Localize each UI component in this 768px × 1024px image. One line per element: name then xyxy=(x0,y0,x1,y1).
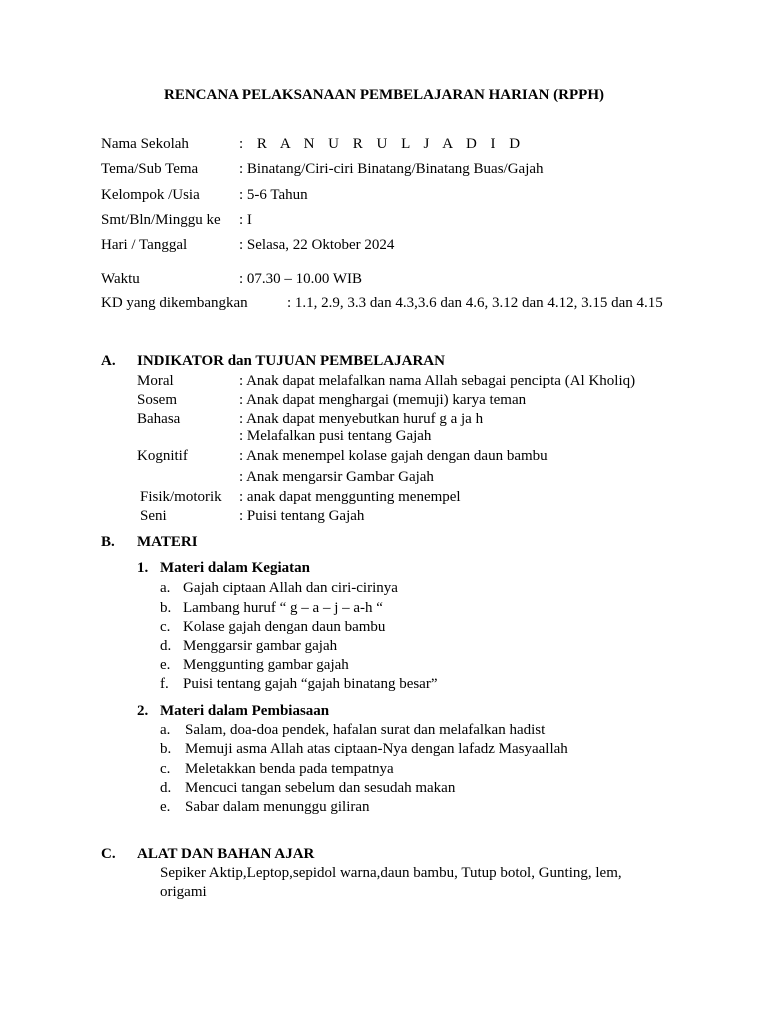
sub1-item-letter: d. xyxy=(160,638,172,654)
indicator-label-moral: Moral xyxy=(137,373,174,389)
section-c-letter: C. xyxy=(101,846,116,862)
sub1-item-text: Gajah ciptaan Allah dan ciri-cirinya xyxy=(183,580,398,596)
section-c-text-line-1: Sepiker Aktip,Leptop,sepidol warna,daun bambu, Tutup botol, Gunting, lem, xyxy=(160,865,622,881)
indicator-label-bahasa: Bahasa xyxy=(137,411,181,427)
indicator-value-kognitif-1: : Anak menempel kolase gajah dengan daun bambu xyxy=(239,448,548,464)
section-c-heading: ALAT DAN BAHAN AJAR xyxy=(137,846,315,862)
section-b-letter: B. xyxy=(101,534,115,550)
sub2-item-letter: b. xyxy=(160,741,172,757)
document-title: RENCANA PELAKSANAAN PEMBELAJARAN HARIAN (RPPH) xyxy=(163,87,604,103)
identity-value-theme: : Binatang/Ciri-ciri Binatang/Binatang Buas/Gajah xyxy=(239,161,544,177)
sub1-heading: Materi dalam Kegiatan xyxy=(160,560,310,576)
sub2-item-text: Memuji asma Allah atas ciptaan-Nya dengan lafadz Masyaallah xyxy=(185,741,568,757)
sub2-item-letter: a. xyxy=(160,722,171,738)
sub2-item-letter: c. xyxy=(160,761,171,777)
indicator-label-fisik: Fisik/motorik xyxy=(140,489,222,505)
section-a-letter: A. xyxy=(101,353,116,369)
sub1-item-text: Menggunting gambar gajah xyxy=(183,657,349,673)
sub1-item-text: Puisi tentang gajah “gajah binatang besar” xyxy=(183,676,438,692)
sub1-item-text: Kolase gajah dengan daun bambu xyxy=(183,619,386,635)
identity-label-theme: Tema/Sub Tema xyxy=(101,161,199,177)
identity-value-semester: : I xyxy=(239,212,252,228)
identity-label-semester: Smt/Bln/Minggu ke xyxy=(101,212,221,228)
sub2-item-text: Sabar dalam menunggu giliran xyxy=(185,799,370,815)
sub2-heading: Materi dalam Pembiasaan xyxy=(160,703,330,719)
identity-value-kd: : 1.1, 2.9, 3.3 dan 4.3,3.6 dan 4.6, 3.12 dan 4.12, 3.15 dan 4.15 xyxy=(287,295,663,311)
identity-label-date: Hari / Tanggal xyxy=(101,237,188,253)
sub1-item-letter: e. xyxy=(160,657,171,673)
identity-value-date: : Selasa, 22 Oktober 2024 xyxy=(239,237,395,253)
sub2-item-text: Meletakkan benda pada tempatnya xyxy=(185,761,394,777)
indicator-value-seni: : Puisi tentang Gajah xyxy=(239,508,365,524)
sub1-item-letter: c. xyxy=(160,619,171,635)
sub2-item-letter: e. xyxy=(160,799,171,815)
sub2-item-letter: d. xyxy=(160,780,172,796)
sub2-item-text: Salam, doa-doa pendek, hafalan surat dan melafalkan hadist xyxy=(185,722,546,738)
indicator-value-sosem: : Anak dapat menghargai (memuji) karya teman xyxy=(239,392,527,408)
sub1-item-letter: f. xyxy=(160,676,169,692)
sub1-number: 1. xyxy=(137,560,149,576)
indicator-label-seni: Seni xyxy=(140,508,167,524)
section-c-text-line-2: origami xyxy=(160,884,207,900)
sub1-item-text: Menggarsir gambar gajah xyxy=(183,638,338,654)
identity-label-group: Kelompok /Usia xyxy=(101,187,200,203)
indicator-value-bahasa-1: : Anak dapat menyebutkan huruf g a ja h xyxy=(239,411,484,427)
sub1-item-letter: b. xyxy=(160,600,172,616)
identity-value-time: : 07.30 – 10.00 WIB xyxy=(239,271,363,287)
section-b-heading: MATERI xyxy=(137,534,198,550)
identity-value-group: : 5-6 Tahun xyxy=(239,187,308,203)
sub2-number: 2. xyxy=(137,703,149,719)
identity-label-time: Waktu xyxy=(101,271,140,287)
identity-label-kd: KD yang dikembangkan xyxy=(101,295,248,311)
identity-value-school: : R A N U R U L J A D I D xyxy=(239,136,526,152)
sub1-item-letter: a. xyxy=(160,580,171,596)
indicator-value-moral: : Anak dapat melafalkan nama Allah sebagai pencipta (Al Kholiq) xyxy=(239,373,636,389)
indicator-label-kognitif: Kognitif xyxy=(137,448,188,464)
sub1-item-text: Lambang huruf “ g – a – j – a-h “ xyxy=(183,600,383,616)
section-a-heading: INDIKATOR dan TUJUAN PEMBELAJARAN xyxy=(137,353,445,369)
indicator-value-fisik: : anak dapat menggunting menempel xyxy=(239,489,461,505)
sub2-item-text: Mencuci tangan sebelum dan sesudah makan xyxy=(185,780,456,796)
indicator-value-kognitif-2: : Anak mengarsir Gambar Gajah xyxy=(239,469,434,485)
indicator-label-sosem: Sosem xyxy=(137,392,178,408)
identity-label-school: Nama Sekolah xyxy=(101,136,189,152)
indicator-value-bahasa-2: : Melafalkan pusi tentang Gajah xyxy=(239,428,432,444)
